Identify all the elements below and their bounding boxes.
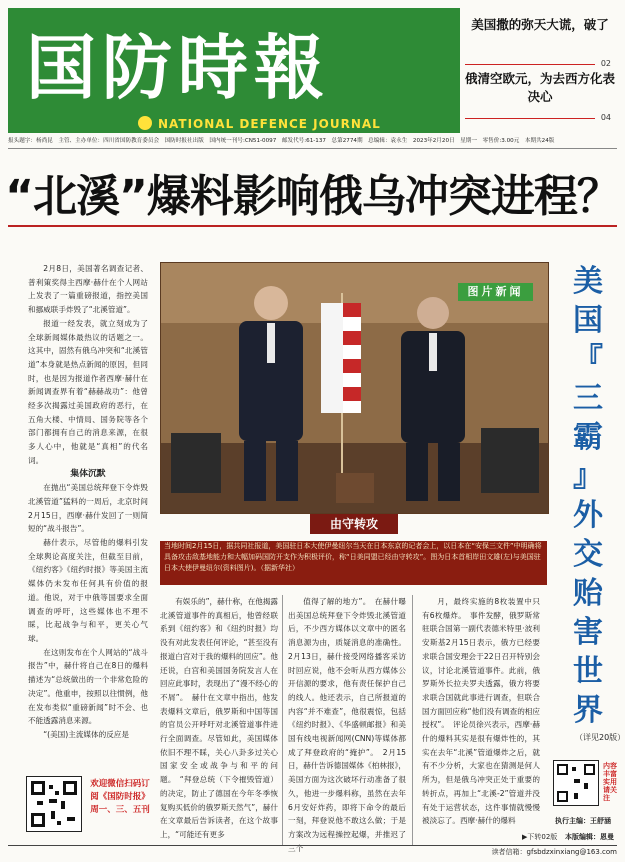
photo-news-tag: 图片新闻 <box>458 283 533 301</box>
teaser-1[interactable]: 美国撒的弥天大谎，破了 <box>471 17 609 32</box>
paragraph: 值得了解的地方”。 在赫什曝出美国总统拜登下令炸毁北溪管道后，不少西方媒体以文章中的匿名消息源为由，质疑消息的准确性。2月13日，赫什接受网络播客采访时回应说，他不会听从西方媒体公开信源的要求，他有责任保护自己的线人。他还表示，自己所报道的内容“并不难查”，他很震惊，包括《纽约时报》、《华盛顿邮报》和美国有线电视新闻网(CNN)等媒体都成了拜登政府的“掩护”。 2月15日，赫什告诉德国媒体《柏林报》，美国方面为这次破坏行动准备了很久，他进一步爆料称，虽然在去年6月安好炸药，即将下命令的最后一刻，拜登说他不敢这么做；于是方案改为远程操控起爆，并推迟了三个 <box>288 597 406 853</box>
chief-editor: 执行主编：王舒涵 <box>555 817 611 825</box>
vertical-headline-char: 界 <box>573 693 603 728</box>
vertical-headline-char: 霸 <box>573 420 603 455</box>
column-divider <box>412 595 413 845</box>
column-divider <box>282 595 283 845</box>
paragraph: 在这则发布在个人网站的“战斗报告”中，赫什将自己在8日的爆料描述为“总统做出的一个非常危险的决定”。他重申，按照以往惯例，他在发布类似“重磅新闻”时不会、也不能透露消息来源。 <box>28 647 148 726</box>
divider <box>8 225 617 227</box>
paragraph: 在抛出“美国总统拜登下令炸毁北溪管道”猛料的一周后，北京时间2月15日，西摩·赫什发回了一则简短的“战斗报告”。 <box>28 483 148 534</box>
info-bar: 报头题字：杨尚昆 主管、主办单位：四川省国防教育委员会 国防时报社出版 国内统一刊号:CN51-0097 邮发代号:61-137 总第2774期 总编辑：袁永生 2023年2月20日 星期一 零售价:3.00元 本期共24版 <box>8 134 617 149</box>
teaser-1-rule <box>465 64 595 65</box>
footer-mailbox: 读者信箱：gfsbdzxinxiang@163.com <box>8 845 617 858</box>
photo-title[interactable]: 由守转攻 <box>310 514 398 534</box>
vertical-headline-char: 美 <box>573 264 603 299</box>
vertical-headline-char: 『 <box>573 342 603 377</box>
vertical-headline-note: （详见20版） <box>575 733 625 742</box>
vertical-headline-char: 害 <box>573 615 603 650</box>
masthead <box>8 8 460 133</box>
vertical-headline-char: 交 <box>573 537 603 572</box>
qr-code-icon[interactable] <box>26 776 82 832</box>
continued-note[interactable]: ▶下转02版 <box>522 833 558 841</box>
vertical-headline-char: 』 <box>573 459 603 494</box>
paragraph: 赫什表示，尽管他的爆料引发全球舆论高度关注，但截至目前，《纽约客》《纽约时报》等美国主流媒体仍未发布任何具有价值的报道。他说，对于中俄等国要求全面调查的呼吁，这些媒体也不理不睬，比起战争与和平，更关心气球。 <box>28 538 148 643</box>
paragraph: 报道一经发表，就立刻成为了全球新闻媒体最热议的话题之一。这其中，固然有俄乌冲突和“北溪管道”本身就是热点新闻的原因，但同时，也是因为报道作者西摩·赫什在新闻调查界有着“赫赫战功”：他曾经多次揭露过美国政府的恶行，在五角大楼、中情局、国务院等各个部门都拥有自己的消息来源，在很多人心中，他就是“真相”的代名词。 <box>28 318 148 465</box>
paragraph: 月，最终实施的8枚装置中只有6枚爆炸。 事件发酵，俄罗斯常驻联合国第一副代表德米特里·波利安斯基2月15日表示，俄方已经要求联合国安理会于22日召开特别会议，讨论北溪管道事件。此前，俄罗斯外长拉夫罗夫透露，俄方将要求联合国就此事进行调查，但联合国方面回应称“他们没有调查的相应授权”。 评论员徐兴表示，西摩·赫什的爆料其实是很有爆炸性的，其实在去年“北溪”管道爆炸之后，就有不少分析，大家也在猜测是何人所为，但是俄乌冲突正处于重要的转折点，再加上“北溪-2”管道并没有处于运营状态，这件事情就慢慢被淡忘了。西摩·赫什的爆料 <box>422 597 540 826</box>
vertical-headline[interactable] <box>562 262 614 730</box>
subscribe-text: 欢迎微信扫码订阅《国防时报》周一、三、五刊 <box>90 779 150 815</box>
vertical-headline-char: 三 <box>573 381 603 416</box>
vertical-headline-char: 贻 <box>573 576 603 611</box>
subhead: 集体沉默 <box>70 468 106 479</box>
article-column-3 <box>288 595 406 853</box>
teaser-1-page: 02 <box>600 59 611 68</box>
logo-icon <box>138 116 152 130</box>
qr-code-icon[interactable] <box>553 760 599 806</box>
teaser-2[interactable]: 俄清空欧元，为去西方化表决心 <box>465 71 616 104</box>
page-editor: 本版编辑：恩曼 <box>565 833 614 841</box>
follow-text: 内容丰富实用请关注 <box>603 762 617 802</box>
article-column-4 <box>422 595 540 845</box>
paragraph: “(美国)主流媒体的反应是 <box>43 729 129 739</box>
article-column-2 <box>160 595 278 845</box>
vertical-headline-char: 世 <box>573 654 603 689</box>
article-left-column <box>28 262 148 739</box>
vertical-headline-char: 外 <box>573 498 603 533</box>
masthead-english: NATIONAL DEFENCE JOURNAL <box>158 117 381 131</box>
teaser-2-page: 04 <box>600 113 611 122</box>
vertical-headline-char: 国 <box>573 303 603 338</box>
teaser-2-rule <box>465 118 595 119</box>
masthead-title: 国防時報 <box>26 26 330 109</box>
main-headline[interactable]: “北溪”爆料影响俄乌冲突进程？ <box>5 171 620 222</box>
photo-caption: 当地时间2月15日，据共同社报道，美国驻日本大使伊曼纽尔当天在日本东京的记者会上，以日本在“安保三文件”中明确将具备攻击敌基地能力和大幅加码国防开支作为积极评价，称“日美同盟已经由守转攻”。图为日本首相岸田文雄(左)与美国驻日本大使伊曼纽尔(资料图片)。（据新华社） <box>160 541 547 585</box>
paragraph: 2月8日，美国著名调查记者、普利策奖得主西摩·赫什在个人网站上发表了一篇重磅报道，指控美国和挪威联手炸毁了“北溪管道”。 <box>28 264 148 315</box>
paragraph: 有娱乐的”，赫什称，在他揭露北溪管道事件的真相后，他曾经联系到《纽约客》和《纽约时报》均没有对此发表任何评论，“甚至没有报道白宫对于我的爆料的回应”。他还说，白宫和美国国务院发言人在回应此事时，表现出了“漫不经心的不屑”。 赫什在文章中指出，他发表爆料文章后，俄罗斯和中国等国的官员公开呼吁对北溪管道事件进行全面调查。尽管如此，美国媒体依旧不理不睬，关心八卦多过关心国家安全或战争与和平的问题。 “拜登总统（下令摧毁管道）的决定，防止了德国在今年冬季恢复购买低价的俄罗斯天然气”，赫什在文章最后告诉读者，在这个故事上，“可能还有更多 <box>160 597 278 839</box>
